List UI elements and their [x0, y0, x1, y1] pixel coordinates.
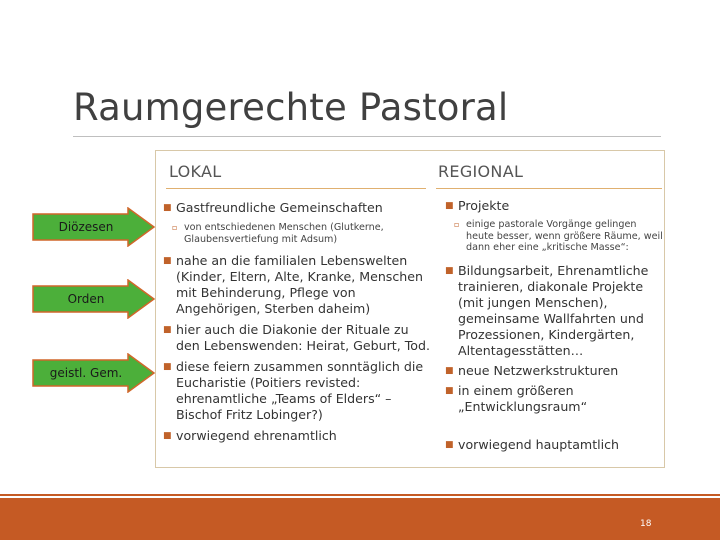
arrow-label: Orden: [67, 292, 105, 306]
lokal-item: ■ hier auch die Diakonie der Rituale zu den Lebenswenden: Heirat, Geburt, Tod.: [163, 322, 430, 353]
regional-item: ■ in einem größeren „Entwicklungsraum“: [445, 382, 588, 414]
bullet-icon: ■: [163, 325, 172, 335]
bullet-icon: ■: [445, 201, 454, 211]
regional-heading-rule: [436, 188, 662, 189]
lokal-item: ■ diese feiern zusammen sonntäglich die Eucharistie (Poitiers revisted: ehrenamtliche „Teams of Elders“ – Bischof Fritz Lobinger?): [163, 359, 424, 422]
lokal-heading-rule: [166, 188, 426, 189]
regional-item: ■ neue Netzwerkstrukturen: [445, 362, 619, 378]
bullet-icon: ■: [163, 362, 172, 372]
title-divider: [73, 136, 661, 137]
bullet-icon: ■: [163, 431, 172, 441]
lokal-item: ■ nahe an die familialen Lebenswelten (Kinder, Eltern, Alte, Kranke, Menschen mit Behinderung, Pflege von Angehörigen, Sterben daheim): [163, 253, 423, 316]
regional-item: ■ Bildungsarbeit, Ehrenamtliche trainieren, diakonale Projekte (mit jungen Menschen), gemeinsame Wallfahrten und Prozessionen, Kindergärten, Altentagesstätten…: [445, 262, 649, 358]
lokal-heading: LOKAL: [169, 162, 222, 181]
arrow-label: geistl. Gem.: [49, 366, 123, 380]
regional-heading: REGIONAL: [438, 162, 524, 181]
page-number: 18: [640, 519, 652, 529]
arrow-label: Diözesen: [58, 220, 114, 234]
sub-bullet-icon: ▫: [454, 220, 460, 229]
regional-bullet-list: [444, 198, 666, 453]
arrow-geistl-gem: [32, 353, 156, 393]
sub-bullet-icon: ▫: [172, 223, 178, 232]
footer-top-line: [0, 494, 720, 496]
bullet-icon: ■: [445, 439, 454, 450]
lokal-item: ■ Gastfreundliche Gemeinschaften: [163, 200, 383, 215]
bullet-icon: ■: [163, 256, 172, 266]
regional-subitem: ▫ einige pastorale Vorgänge gelingen heute besser, wenn größere Räume, weil dann eher eine „kritische Masse“:: [454, 219, 663, 253]
arrow-orden: [32, 279, 156, 319]
lokal-bullet-list: [162, 200, 430, 444]
bullet-icon: ■: [445, 265, 454, 276]
regional-item: ■ vorwiegend hauptamtlich: [445, 436, 620, 452]
regional-item: ■ Projekte: [445, 198, 510, 213]
bullet-icon: ■: [445, 385, 454, 396]
bullet-icon: ■: [163, 203, 172, 213]
lokal-subitem: ▫ von entschiedenen Menschen (Glutkerne, Glaubensvertiefung mit Adsum): [172, 222, 384, 245]
lokal-item: ■ vorwiegend ehrenamtlich: [163, 428, 337, 443]
footer-bar: [0, 498, 720, 540]
arrow-dioezesen: [32, 207, 156, 247]
slide-title: Raumgerechte Pastoral: [73, 86, 509, 129]
bullet-icon: ■: [445, 365, 454, 376]
